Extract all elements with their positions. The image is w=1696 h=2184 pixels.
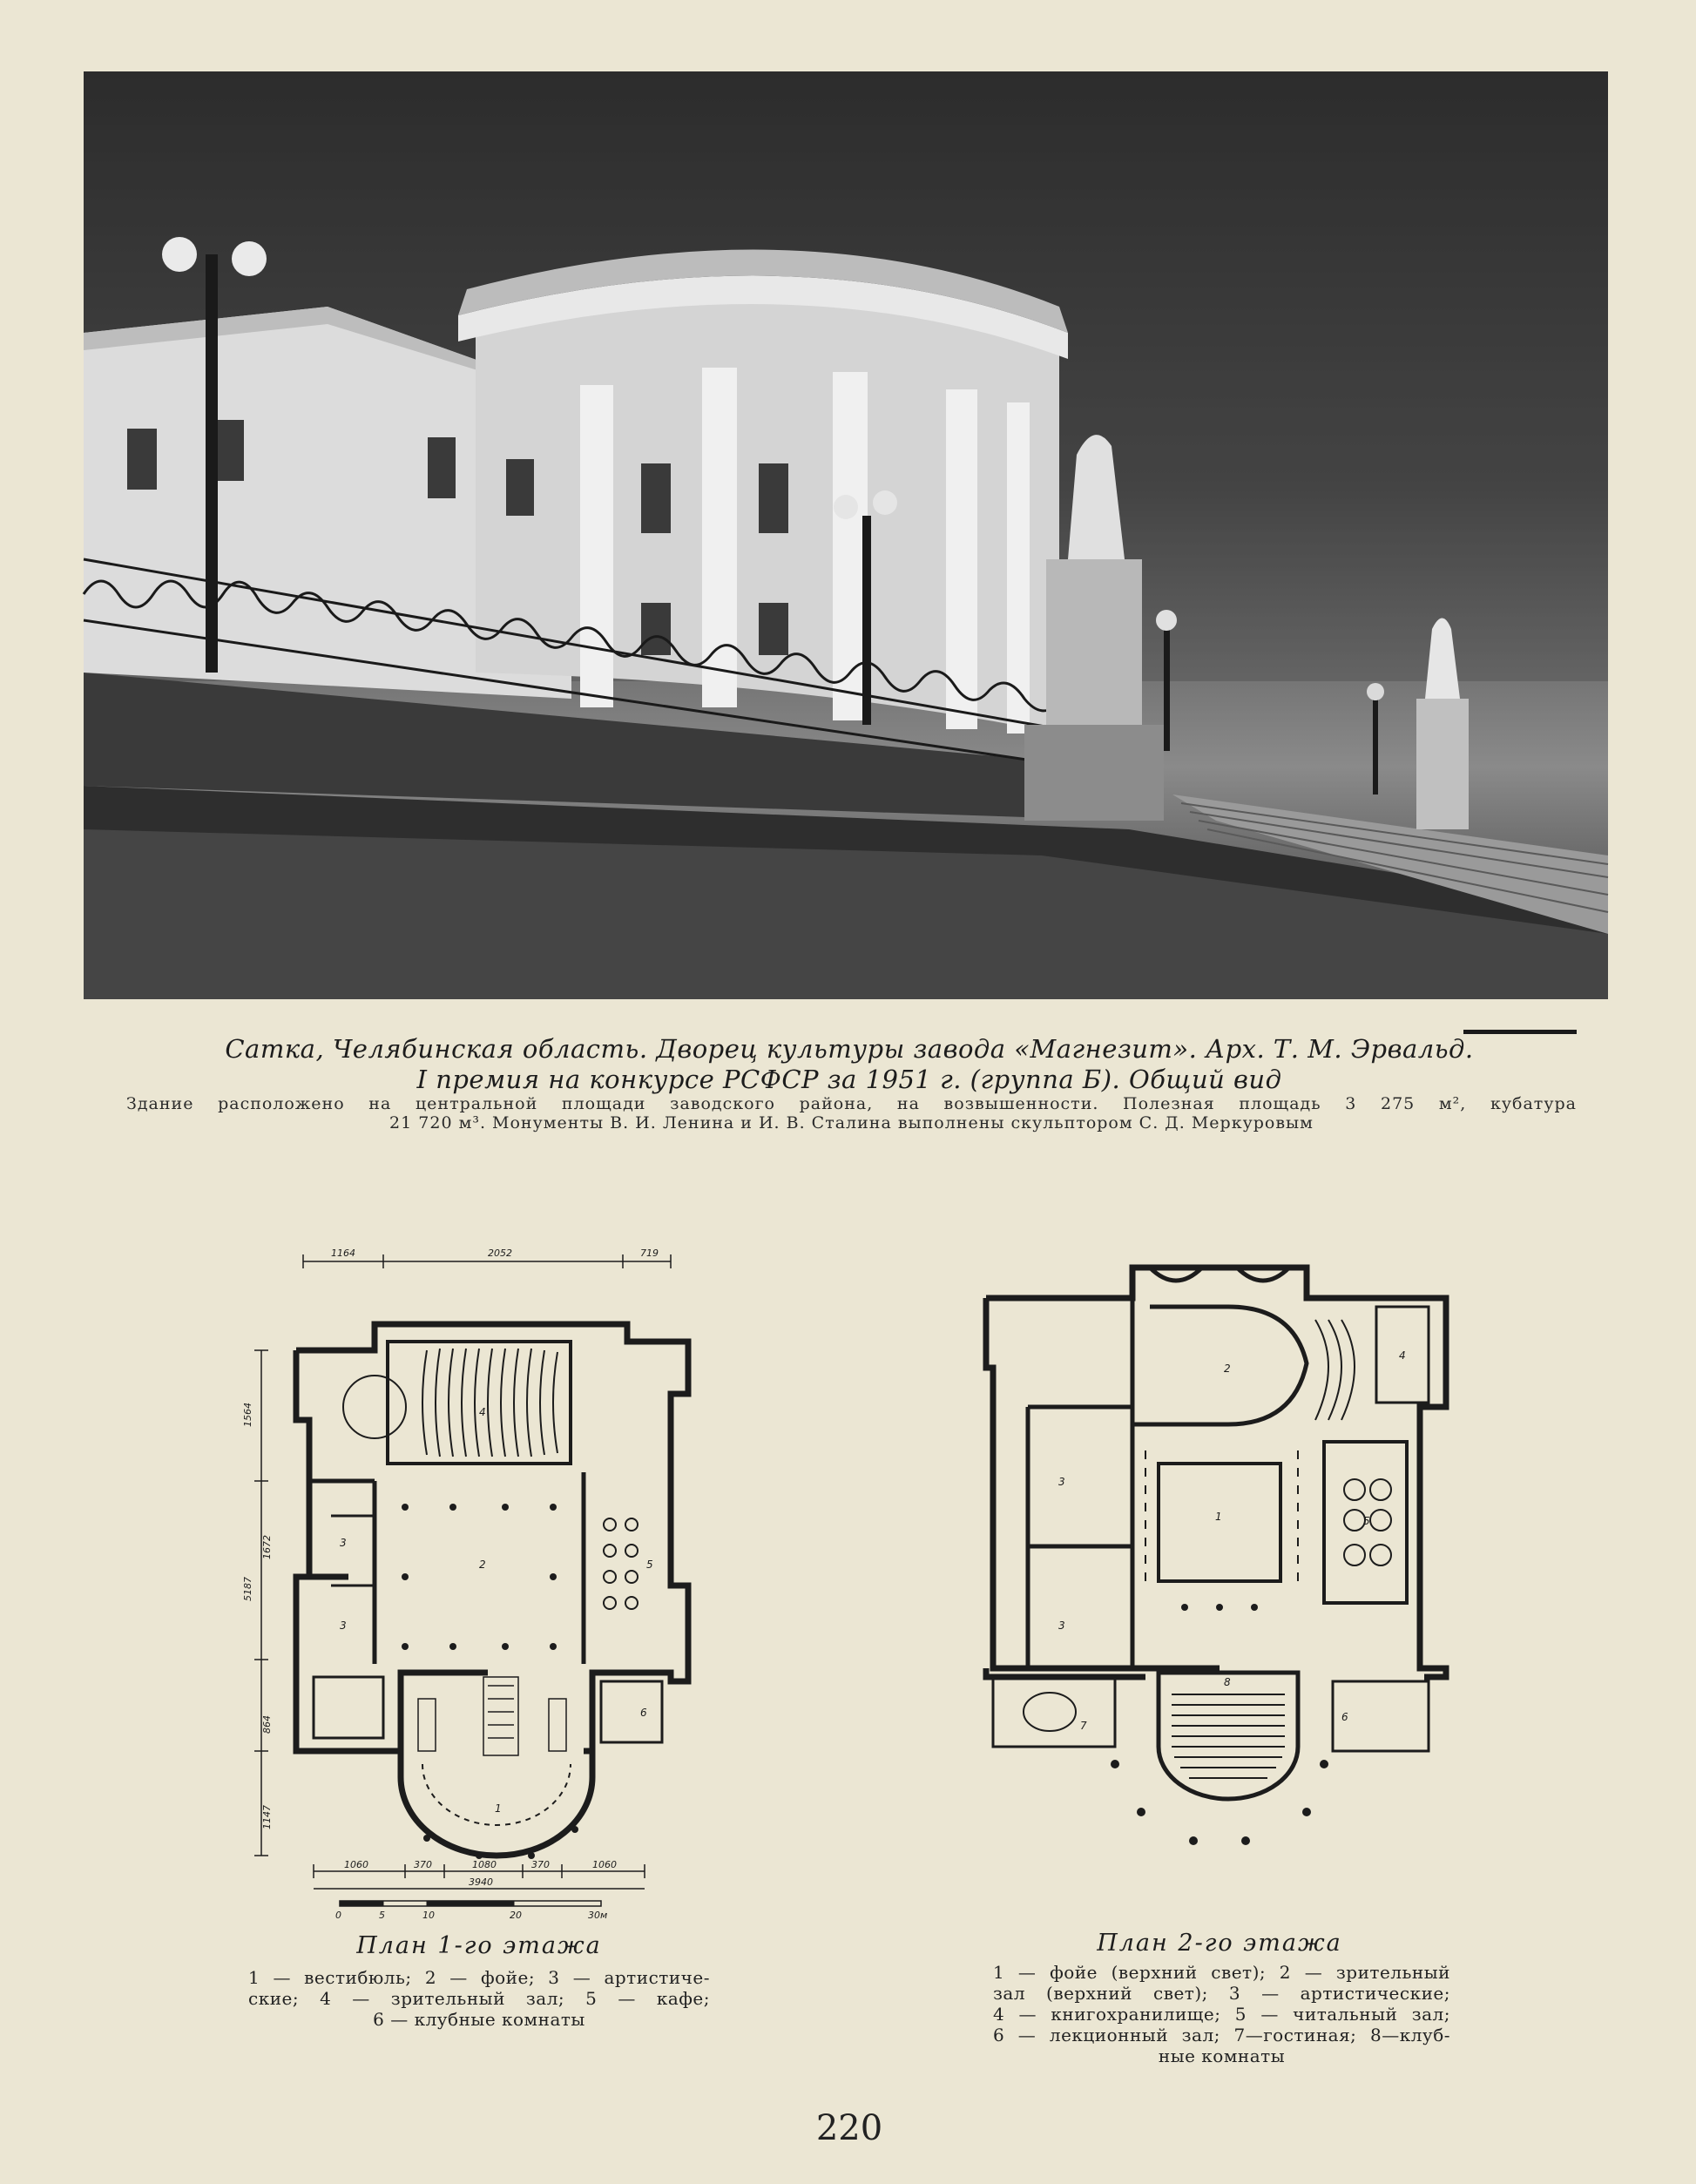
plan-1-scale-5: 5 [379, 1910, 385, 1921]
plan-2-label-8: 8 [1224, 1676, 1231, 1688]
plan-2-label-4: 4 [1399, 1349, 1406, 1362]
plan-2-label-3b: 3 [1058, 1619, 1065, 1632]
plan-2-label-5: 5 [1363, 1515, 1370, 1527]
plan-1-label-5: 5 [646, 1559, 653, 1571]
plan-2-label-6: 6 [1341, 1711, 1348, 1723]
plan-2-legend [993, 1962, 1450, 2066]
plan-1-drawing [242, 1246, 714, 1921]
plan-1-dim-top-1: 1164 [331, 1248, 355, 1259]
plan-1-legend-line-1: 1 — вестибюль; 2 — фойе; 3 — артистиче- [248, 1967, 710, 1988]
plan-1-dim-left-3: 1672 [261, 1535, 273, 1559]
plan-1-label-3b: 3 [340, 1619, 347, 1632]
building-photo-illustration [84, 71, 1608, 999]
plan-1-dim-bottom-5: 1060 [592, 1859, 617, 1870]
plan-1-dim-top-2: 2052 [488, 1248, 512, 1259]
plan-1-dim-left-4: 864 [261, 1715, 273, 1734]
plan-2-legend-line-4: 6 — лекционный зал; 7—гостиная; 8—клуб- [993, 2025, 1450, 2045]
plan-1-dim-bottom-2: 370 [414, 1859, 432, 1870]
plan-2-label-1: 1 [1215, 1511, 1222, 1523]
caption-line-2: I премия на конкурсе РСФСР за 1951 г. (группа Б). Общий вид [416, 1065, 1282, 1094]
plan-2-legend-line-5: ные комнаты [1158, 2045, 1286, 2066]
plan-1-label-3a: 3 [340, 1537, 347, 1549]
plan-1-dim-left-5: 1147 [261, 1805, 273, 1829]
plan-1-label-4: 4 [479, 1406, 486, 1418]
plan-1-dim-left-1: 1564 [242, 1403, 253, 1427]
plan-1-dim-bottom-4: 370 [531, 1859, 550, 1870]
plan-1-label-1: 1 [495, 1802, 502, 1815]
plan-2-label-3a: 3 [1058, 1476, 1065, 1488]
plan-1-legend-line-2: ские; 4 — зрительный зал; 5 — кафе; [248, 1988, 710, 2009]
plan-1-dim-bottom-1: 1060 [344, 1859, 368, 1870]
plan-1-dim-total: 3940 [469, 1876, 493, 1888]
plan-1-label-6: 6 [640, 1707, 647, 1719]
plan-2-legend-line-1: 1 — фойе (верхний свет); 2 — зрительный [993, 1962, 1450, 1983]
caption-line-1: Сатка, Челябинская область. Дворец культуры завода «Магнезит». Арх. Т. М. Эрвальд. [225, 1034, 1474, 1064]
plan-2-label-2: 2 [1224, 1362, 1231, 1375]
plan-1-title: План 1-го этажа [356, 1932, 602, 1959]
plan-1-legend-line-3: 6 — клубные комнаты [373, 2009, 585, 2030]
plan-1-legend [248, 1967, 710, 2030]
caption-note-1: Здание расположено на центральной площади заводского района, на возвышенности. Полезная площадь 3 275 м², кубатура [126, 1094, 1577, 1113]
plan-2-legend-line-3: 4 — книгохранилище; 5 — читальный зал; [993, 2004, 1450, 2025]
plan-2-legend-line-2: зал (верхний свет); 3 — артистические; [993, 1983, 1450, 2004]
plan-2-drawing [976, 1259, 1481, 1860]
building-photo [84, 71, 1608, 999]
plan-1-scale-10: 10 [422, 1910, 435, 1921]
plan-1-scale-0: 0 [335, 1910, 341, 1921]
plan-1-dim-left-2: 5187 [242, 1577, 253, 1601]
plan-1-scale-30: 30м [588, 1910, 608, 1921]
plan-1-label-2: 2 [479, 1559, 486, 1571]
plan-1-scale-20: 20 [510, 1910, 522, 1921]
page-number: 220 [815, 2108, 883, 2148]
plan-1-dim-top-3: 719 [640, 1248, 659, 1259]
plan-2-title: План 2-го этажа [1097, 1930, 1342, 1957]
plan-2-label-7: 7 [1080, 1720, 1087, 1732]
caption-note-2: 21 720 м³. Монументы В. И. Ленина и И. В. Сталина выполнены скульптором С. Д. Меркуровым [389, 1113, 1314, 1133]
plan-1-dim-bottom-3: 1080 [472, 1859, 497, 1870]
